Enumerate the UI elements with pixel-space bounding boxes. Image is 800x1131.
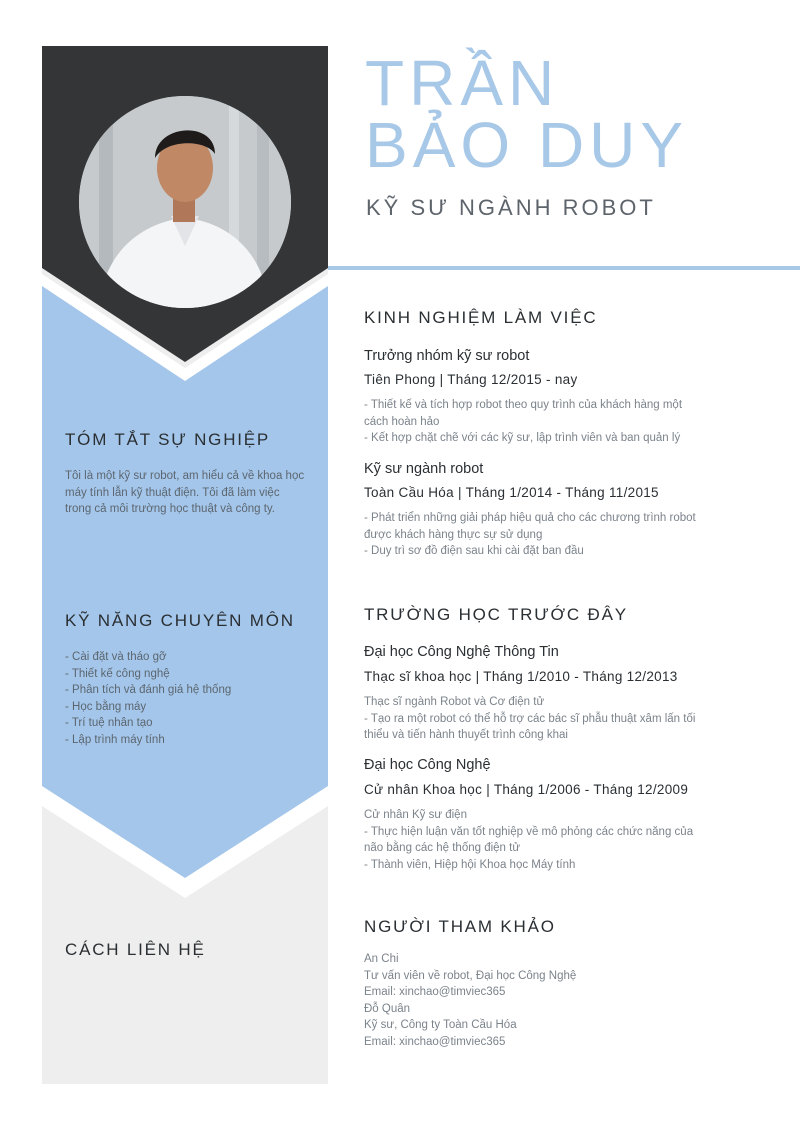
school-name: Đại học Công Nghệ Thông Tin xyxy=(364,644,559,660)
contact-heading: CÁCH LIÊN HỆ xyxy=(65,940,206,959)
school-description xyxy=(364,694,764,744)
summary-text: Tôi là một kỹ sư robot, am hiểu cả về khoa học máy tính lẫn kỹ thuật điện. Tôi đã làm việc trong cả môi trường học thuật và công ty. xyxy=(65,470,305,515)
experience-heading: KINH NGHIỆM LÀM VIỆC xyxy=(364,308,598,327)
school-description-line: - Tạo ra một robot có thể hỗ trợ các bác sĩ phẫu thuật xâm lấn tối xyxy=(364,712,696,725)
job-description-line: - Kết hợp chặt chẽ với các kỹ sư, lập trình viên và ban quản lý xyxy=(364,432,681,444)
job-company-dates: Toàn Cầu Hóa | Tháng 1/2014 - Tháng 11/2015 xyxy=(364,485,659,500)
school-entry xyxy=(364,644,764,744)
skill-item: - Trí tuệ nhân tạo xyxy=(65,717,153,729)
school-name: Đại học Công Nghệ xyxy=(364,757,491,773)
school-description-line: - Thành viên, Hiệp hội Khoa học Máy tính xyxy=(364,858,576,871)
sidebar xyxy=(42,46,328,1084)
skill-item: - Lập trình máy tính xyxy=(65,733,165,746)
person-portrait-icon xyxy=(79,96,291,308)
experience-section xyxy=(364,308,764,328)
education-section xyxy=(364,605,764,625)
job-description-line: được khách hàng thực sự sử dụng xyxy=(364,528,543,541)
reference-name: An Chi xyxy=(364,953,399,965)
header-divider xyxy=(328,266,800,270)
job-title: Trưởng nhóm kỹ sư robot xyxy=(364,348,530,364)
skills-heading: KỸ NĂNG CHUYÊN MÔN xyxy=(65,611,295,630)
job-entry xyxy=(364,461,764,560)
skills-section xyxy=(65,611,305,748)
skill-item: - Học bằng máy xyxy=(65,700,147,713)
job-description xyxy=(364,510,764,560)
job-description-line: - Duy trì sơ đồ điện sau khi cài đặt ban đầu xyxy=(364,545,584,557)
candidate-name xyxy=(365,47,785,181)
job-entry xyxy=(364,348,764,447)
school-description-line: não bằng các hệ thống điện tử xyxy=(364,842,521,854)
reference-email: Email: xinchao@timviec365 xyxy=(364,1035,506,1048)
job-company-dates: Tiên Phong | Tháng 12/2015 - nay xyxy=(364,372,578,387)
job-description-line: - Thiết kế và tích hợp robot theo quy trình của khách hàng một xyxy=(364,399,683,411)
school-description-line: Thạc sĩ ngành Robot và Cơ điện tử xyxy=(364,696,545,708)
job-description-line: cách hoàn hảo xyxy=(364,415,440,428)
profile-photo xyxy=(79,96,291,308)
references-list xyxy=(364,951,764,1050)
reference-position: Kỹ sư, Công ty Toàn Cầu Hóa xyxy=(364,1019,517,1031)
job-title: Kỹ sư ngành robot xyxy=(364,461,484,477)
school-description-line: - Thực hiện luận văn tốt nghiệp về mô phỏng các chức năng của xyxy=(364,825,694,838)
skill-item: - Phân tích và đánh giá hệ thống xyxy=(65,684,232,696)
school-description-line: thiểu và tiến hành thuyết trình công khai xyxy=(364,729,568,741)
reference-position: Tư vấn viên về robot, Đại học Công Nghệ xyxy=(364,969,577,982)
school-degree-dates: Cử nhân Khoa học | Tháng 1/2006 - Tháng 12/2009 xyxy=(364,782,689,797)
school-description-line: Cử nhân Kỹ sư điện xyxy=(364,809,467,821)
skill-item: - Cài đặt và tháo gỡ xyxy=(65,651,167,663)
references-heading: NGƯỜI THAM KHẢO xyxy=(364,917,556,936)
job-description-line: - Phát triển những giải pháp hiệu quả cho các chương trình robot xyxy=(364,512,696,524)
name-line-1: TRẦN xyxy=(365,47,560,119)
reference-name: Đỗ Quân xyxy=(364,1002,411,1015)
skill-item: - Thiết kế công nghệ xyxy=(65,667,170,680)
education-heading: TRƯỜNG HỌC TRƯỚC ĐÂY xyxy=(364,605,628,624)
school-degree-dates: Thạc sĩ khoa học | Tháng 1/2010 - Tháng 12/2013 xyxy=(364,669,678,684)
reference-email: Email: xinchao@timviec365 xyxy=(364,986,506,998)
skills-list xyxy=(65,649,305,748)
name-line-2: BẢO DUY xyxy=(365,109,689,181)
contact-section xyxy=(65,940,305,978)
summary-heading: TÓM TẮT SỰ NGHIỆP xyxy=(65,430,271,449)
summary-section xyxy=(65,430,305,518)
references-section xyxy=(364,917,764,1050)
school-entry xyxy=(364,757,764,873)
school-description xyxy=(364,807,764,873)
job-description xyxy=(364,397,764,447)
job-title: KỸ SƯ NGÀNH ROBOT xyxy=(366,195,656,220)
